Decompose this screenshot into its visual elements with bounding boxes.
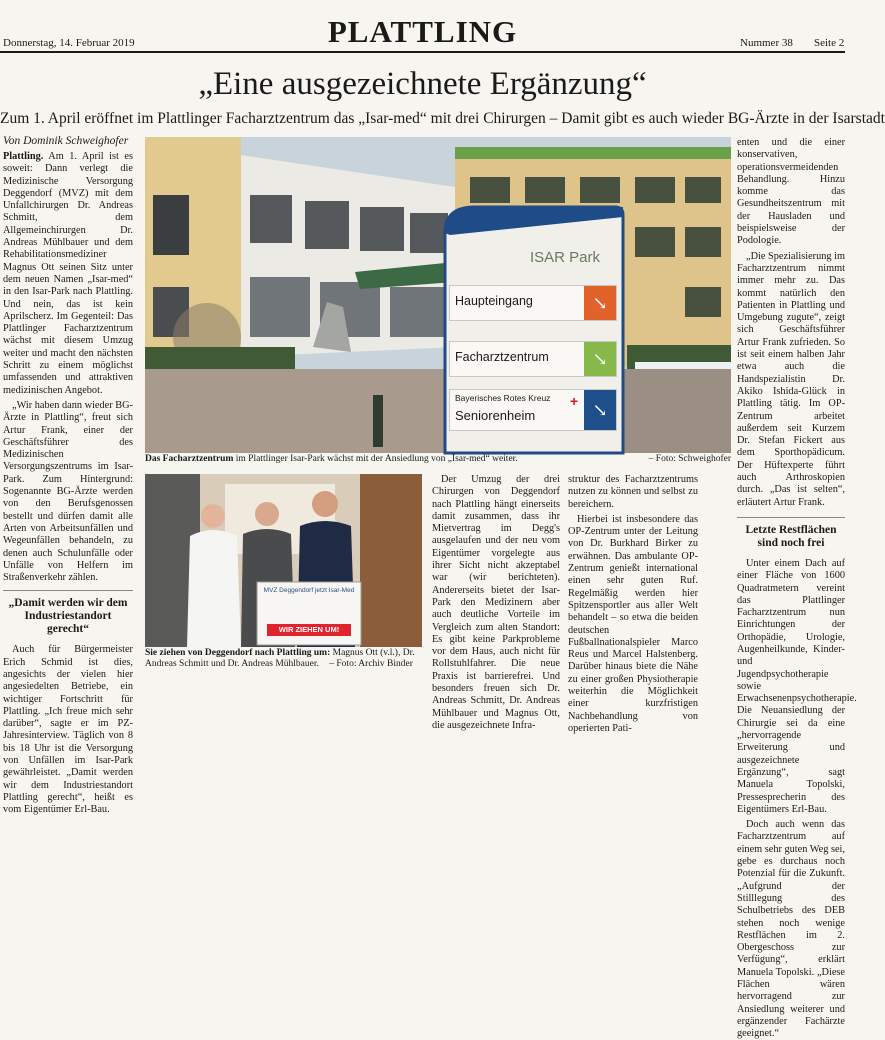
paragraph: Plattling. Am 1. April ist es soweit: Dann verlegt die Medizinische Versorgung Deggendorf (MVZ) mit dem Unfallchirurgen Dr. Andreas Schmitt, dem Allgemeinchirurgen Dr. Andreas Mühlbauer und dem Rehabilitationsmediziner Magnus Ott seinen Sitz unter dem neuen Namen „Isar-med“ in den Isar-Park nach Plattling. Und nein, das ist kein Aprilscherz. Im Gegenteil: Das Plattlinger Facharztzentrum wächst mit diesem Umzug weiter und macht den nächsten Schritt zu einem möglichst umfassenden und attraktiven medizinischen Angebot. — [3, 151, 133, 396]
placard-title: MVZ Deggendorf jetzt Isar-Med — [263, 587, 355, 594]
interstitial-heading: Letzte Restflächen sind noch frei — [737, 517, 845, 550]
photo-credit: – Foto: Archiv Binder — [329, 659, 413, 669]
issue-date: Donnerstag, 14. Februar 2019 — [3, 37, 135, 49]
section-title: PLATTLING — [327, 14, 518, 49]
sign-row-seniorenheim: Bayerisches Rotes Kreuz + Seniorenheim ↘ — [449, 389, 617, 431]
text-column-5 — [737, 137, 857, 1040]
paragraph: Unter einem Dach auf einer Fläche von 1600 Quadratmetern vereint das Plattlinger Facharztzentrum nun Einrichtungen der Orthopädie, Urologie, Augenheilkunde, Kinder- und Jugendpsychotherapie sowie Erwachsenenpsychotherapie. Die Neuansiedlung der Chirurgie sei da eine „hervorragende Erweiterung und ausgezeichnete Ergänzung“, sagt Manuela Topolski, Pressesprecherin des Eigentümers Erl-Bau. — [737, 557, 857, 815]
paragraph: „Die Spezialisierung im Facharztzentrum nimmt immer mehr zu. Das kommt natürlich den Patienten in Plattling und Umgebung zugute“, zeigt sich Geschäftsführer Artur Frank zufrieden. So ist seit einem halben Jahr etwa auch die Handspezialistin Dr. Akiko Ishida-Glück in Plattling tätig. Im OP-Zentrum arbeitet außerdem seit Kurzem Dr. Stefan Fickert aus dem Sporthopädicum. Der Hüftexperte führt auch Arthroskopien durch. „Das ist selten“, erläutert Artur Frank. — [737, 250, 845, 508]
photo-facharztzentrum — [145, 137, 731, 453]
sign-row-facharztzentrum: Facharztzentrum ↘ — [449, 341, 617, 377]
article-subheadline: Zum 1. April eröffnet im Plattlinger Facharztzentrum das „Isar-med“ mit drei Chirurgen – Damit gibt es auch wieder BG-Ärzte in der Isarstadt — [0, 110, 885, 127]
paragraph: enten und die einer konservativen, operationsvermeidenden Behandlung. Hinzu komme das Gesundheitszentrum mit der Hausladen und beispielsweise der Podologie. — [737, 137, 845, 247]
paragraph: Doch auch wenn das Facharztzentrum auf einem sehr guten Weg sei, gebe es durchaus noch Potenzial für die Zukunft. „Aufgrund der Stilllegung des Schulbetriebs des DEB stehen noch wenige Restflächen im 2. Obergeschoss zur Verfügung“, erklärt Manuela Topolski. „Diese Flächen wären hervorragend zur Ansiedlung weiterer und ergänzender Fachärzte geeignet.“ — [737, 819, 845, 1040]
text-column-3 — [432, 474, 560, 731]
arrow-icon: ↘ — [584, 342, 616, 376]
paragraph: Hierbei ist insbesondere das OP-Zentrum unter der Leitung von Dr. Burkhard Birker zu erwähnen. Das ambulante OP-Zentrum genießt international einen sehr guten Ruf. Regelmäßig werden hier Spitzensportler aus aller Welt behandelt – so etwa die beiden deutschen Fußballnationalspieler Marco Reus und Marcel Halstenberg. Darüber hinaus biete die Nähe zu einer großen Physiotherapie weiterhin die Möglichkeit einer kurzfristigen Nachbehandlung von operierten Pati- — [568, 513, 698, 734]
paragraph: struktur des Facharztzentrums nutzen zu können und selbst zu bereichern. — [568, 474, 698, 510]
article-byline: Von Dominik Schweighofer — [3, 135, 129, 147]
dateline: Plattling. — [3, 151, 44, 162]
paragraph: Der Umzug der drei Chirurgen von Deggendorf nach Plattling hängt einerseits damit zusammen, dass ihr Mietvertrag im Degg's ausgelaufen und der neu vom Eigentümer vorgelegte aus ihrer Sicht nicht akzeptabel war (wir berichteten). Andererseits bietet der Isar-Park den Medizinern aber auch deutliche Vorteile im Vergleich zum alten Standort: Es gibt keine Parkprobleme vor dem Haus, auch nicht für Rollstuhlfahrer. Die neue Praxis ist barrierefrei. Und besonders freuen sich Dr. Andreas Schmitt, Dr. Andreas Mühlbauer und Magnus Ott, die ausgezeichnete Infra- — [432, 474, 560, 731]
placard-banner: WIR ZIEHEN UM! — [267, 624, 351, 636]
arrow-icon: ↘ — [584, 286, 616, 320]
text-column-1 — [3, 151, 133, 816]
photo-credit: – Foto: Schweighofer — [648, 454, 731, 464]
photo-caption-2: Sie ziehen von Deggendorf nach Plattling um: Magnus Ott (v.l.), Dr. Andreas Schmitt und Dr. Andreas Mühlbauer. – Foto: Archiv Binder — [145, 648, 415, 669]
arrow-icon: ↘ — [584, 390, 616, 430]
header-rule — [0, 51, 845, 53]
paragraph: „Wir haben dann wieder BG-Ärzte in Plattling“, freut sich Artur Frank, einer der Geschäftsführer des Medizinischen Versorgungszentrums im Isar-Park. Zum Hintergrund: Sogenannte BG-Ärzte werden von den Berufsgenossen bestellt und dürfen damit alle Arten von Arbeitsunfällen und Wegeunfällen behandeln, zu denen auch Schulunfälle oder Unfälle von Helfern im Straßenverkehr zählen. — [3, 399, 133, 584]
text-column-4 — [568, 474, 698, 734]
photo-doctors — [145, 474, 422, 647]
sign-row-haupteingang: Haupteingang ↘ — [449, 285, 617, 321]
interstitial-heading: „Damit werden wir dem Industriestandort gerecht“ — [3, 590, 133, 636]
photo-caption-1: Das Facharztzentrum im Plattlinger Isar-Park wächst mit der Ansiedlung von „Isar-med“ weiter. – Foto: Schweighofer — [145, 454, 731, 464]
doctors-illustration — [145, 474, 422, 647]
red-cross-icon: + — [570, 393, 579, 409]
article-headline: „Eine ausgezeichnete Ergänzung“ — [198, 66, 647, 102]
issue-number: Nummer 38 — [740, 37, 793, 49]
building-illustration — [145, 137, 731, 453]
page-number: Seite 2 — [814, 37, 845, 49]
paragraph: Auch für Bürgermeister Erich Schmid ist dies, angesichts der vielen hier angesiedelten Betriebe, ein wichtiger Fortschritt für Plattling. „Ich freue mich sehr darüber“, sagte er im PZ-Jahresinterview. Täglich von 8 bis 18 Uhr ist die Versorgung von Unfällen im Isar-Park gewährleistet. „Damit werden wir dem Industriestandort Plattling gerecht“, heißt es vom Eigentümer Erl-Bau. — [3, 644, 133, 816]
sign-brand: ISAR Park — [530, 249, 601, 266]
